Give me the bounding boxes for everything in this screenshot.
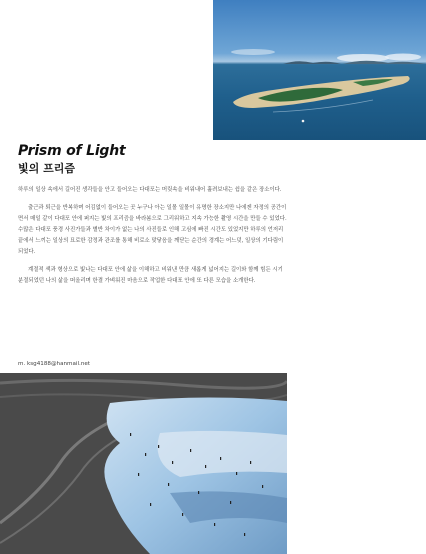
body-paragraph: 출근과 퇴근을 반복하며 어김없이 들어오는 곳 누구나 아는 일몰 일몰이 유명한 장소지만 나에겐 자정의 공간이면서 매일 같이 다대포 안에 퍼지는 빛의 프리즘을 바라봄으로 그리워하고 지속 가능한 촬영 시간을 만들 수 있었다. 수많은 다대포 풍경 사진가들과 별반 차이가 없는 나의 사진들로 인해 고심에 빠진 시간도 있었지만 하루의 언저리 끝에서 느끼는 일상의 묘로한 감정과 관조를 통해 비로소 맞닿음을 깨닫는 순간의 경계는 어느덧, 일상의 기다림이 되었다. [18, 205, 287, 255]
body-paragraph: 하루의 일상 속에서 길어진 생각들을 안고 들어오는 다대포는 머릿속을 비워내어 흘려보내는 쉼을 같은 장소이다. [18, 187, 282, 193]
article-title-english: Prism of Light [18, 143, 126, 159]
tidal-flat-photo [0, 373, 287, 554]
author-email: m. ksg4188@hanmail.net [18, 361, 91, 367]
aerial-island-photo [213, 0, 426, 140]
article-body [18, 185, 288, 294]
article-title-korean: 빛의 프리즘 [18, 162, 75, 175]
body-paragraph: 계절적 색과 형상으로 빛나는 다대포 안에 삶을 이해하고 비워낸 만큼 새롭게 넓어지는 길이와 함께 힘든 시기 분절되었던 나의 삶을 떠올리며 한결 가벼워진 마음으로 작업한 다대포 안에 또 다른 모습을 소개한다. [18, 267, 283, 284]
